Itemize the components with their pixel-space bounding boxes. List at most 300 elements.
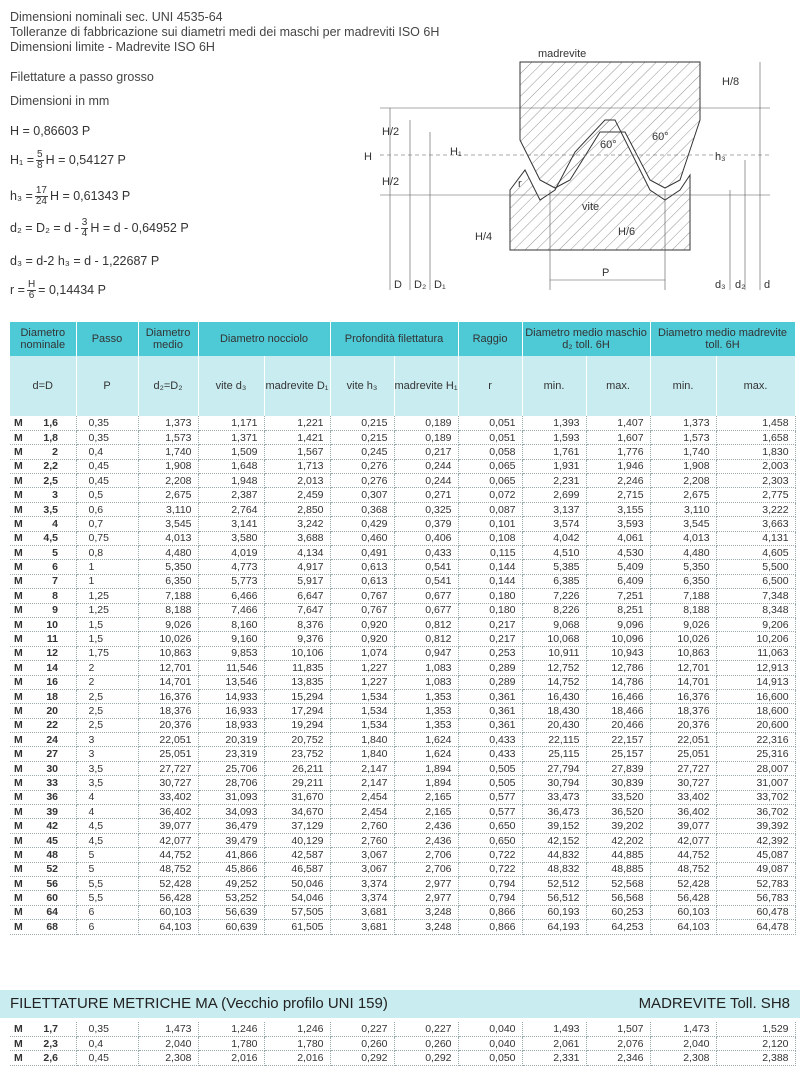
- table-cell: 4,131: [716, 531, 795, 545]
- table-cell: 0,45: [76, 459, 138, 473]
- table-cell: 1,948: [198, 474, 264, 488]
- table-cell: 64,103: [138, 920, 198, 934]
- table-row: [10, 733, 795, 747]
- table-cell: 1,624: [394, 733, 458, 747]
- subtitle-thread-type: Filettature a passo grosso: [10, 70, 154, 84]
- table-cell: 5,350: [650, 560, 716, 574]
- table-cell: 33,702: [716, 790, 795, 804]
- table-cell: 2,076: [586, 1036, 650, 1050]
- table-cell: 23,319: [198, 747, 264, 761]
- table-cell: 0,051: [458, 416, 522, 430]
- table-cell: 27,839: [586, 761, 650, 775]
- table-cell: 34,093: [198, 805, 264, 819]
- table-cell: 1,473: [138, 1022, 198, 1036]
- table-cell: 2,5: [76, 704, 138, 718]
- table-cell: 3,067: [330, 862, 394, 876]
- table-cell: 10,863: [650, 646, 716, 660]
- table-row: [10, 1036, 795, 1050]
- table-cell: 8,226: [522, 603, 586, 617]
- table-cell: 14,933: [198, 689, 264, 703]
- table-cell: 56,568: [586, 891, 650, 905]
- table-cell: 10,026: [138, 632, 198, 646]
- table-cell: 22,051: [138, 733, 198, 747]
- cell-size: 52: [46, 863, 58, 876]
- table-cell: 1,353: [394, 704, 458, 718]
- table-cell: 56,428: [650, 891, 716, 905]
- cell-nominal: [10, 833, 76, 847]
- table-cell: 64,103: [650, 920, 716, 934]
- cell-prefix: M: [14, 575, 23, 588]
- table-row: [10, 574, 795, 588]
- table-cell: 2,016: [264, 1051, 330, 1065]
- table-cell: 6,466: [198, 589, 264, 603]
- table-cell: 4,510: [522, 546, 586, 560]
- table-cell: 36,520: [586, 805, 650, 819]
- table-cell: 2,147: [330, 761, 394, 775]
- table-cell: 10,096: [586, 632, 650, 646]
- ma-thread-table: [10, 1022, 796, 1066]
- table-cell: 1,25: [76, 589, 138, 603]
- table-row: [10, 589, 795, 603]
- table-cell: 0,040: [458, 1022, 522, 1036]
- table-cell: 39,392: [716, 819, 795, 833]
- cell-prefix: M: [14, 589, 23, 602]
- table-cell: 12,752: [522, 661, 586, 675]
- table-cell: 1,931: [522, 459, 586, 473]
- table-cell: 1,534: [330, 689, 394, 703]
- table-cell: 0,4: [76, 1036, 138, 1050]
- table-cell: 60,253: [586, 905, 650, 919]
- table-cell: 0,361: [458, 704, 522, 718]
- thread-profile-diagram: [350, 40, 790, 300]
- table-cell: 0,065: [458, 459, 522, 473]
- label-d2: d₂: [735, 279, 746, 291]
- table-cell: 8,348: [716, 603, 795, 617]
- table-cell: 1: [76, 574, 138, 588]
- label-d: d: [764, 279, 771, 291]
- cell-nominal: [10, 502, 76, 516]
- table-cell: 7,188: [650, 589, 716, 603]
- label-H2-lower: H/2: [382, 176, 400, 188]
- table-row: [10, 862, 795, 876]
- cell-prefix: M: [14, 503, 23, 516]
- cell-prefix: M: [14, 863, 23, 876]
- table-cell: 5,773: [198, 574, 264, 588]
- cell-nominal: [10, 733, 76, 747]
- table-cell: 5,5: [76, 877, 138, 891]
- table-cell: 14,752: [522, 675, 586, 689]
- cell-prefix: M: [14, 489, 23, 502]
- cell-nominal: [10, 1036, 76, 1050]
- formula-h3-fraction: [35, 186, 48, 207]
- table-cell: 0,613: [330, 574, 394, 588]
- table-cell: 0,289: [458, 675, 522, 689]
- table-cell: 2,308: [650, 1051, 716, 1065]
- cell-nominal: [10, 848, 76, 862]
- table-cell: 0,292: [394, 1051, 458, 1065]
- table-cell: 22,115: [522, 733, 586, 747]
- label-D1: D₁: [434, 279, 446, 291]
- table-cell: 1,227: [330, 661, 394, 675]
- cell-size: 2,6: [43, 1051, 58, 1064]
- formula-r-rhs: = 0,14434 P: [38, 282, 106, 297]
- table-cell: 39,077: [138, 819, 198, 833]
- cell-size: 8: [52, 589, 58, 602]
- table-cell: 5,385: [522, 560, 586, 574]
- subcol-nut-min: min.: [650, 356, 716, 416]
- table-cell: 1,371: [198, 430, 264, 444]
- table-row: [10, 459, 795, 473]
- table-cell: 0,072: [458, 488, 522, 502]
- table-header-row-2: [10, 356, 795, 416]
- table-cell: 1,840: [330, 747, 394, 761]
- cell-prefix: M: [14, 820, 23, 833]
- cell-size: 4: [52, 517, 58, 530]
- cell-nominal: [10, 1022, 76, 1036]
- cell-nominal: [10, 488, 76, 502]
- table-cell: 52,568: [586, 877, 650, 891]
- cell-prefix: M: [14, 1022, 23, 1035]
- table-row: [10, 761, 795, 775]
- table-cell: 3,688: [264, 531, 330, 545]
- table-cell: 22,316: [716, 733, 795, 747]
- cell-prefix: M: [14, 460, 23, 473]
- table-cell: 3,681: [330, 920, 394, 934]
- table-cell: 6,350: [650, 574, 716, 588]
- table-cell: 40,129: [264, 833, 330, 847]
- table-cell: 0,406: [394, 531, 458, 545]
- table-cell: 2,454: [330, 790, 394, 804]
- table-cell: 1,908: [138, 459, 198, 473]
- table-row: [10, 877, 795, 891]
- cell-nominal: [10, 603, 76, 617]
- table-cell: 9,068: [522, 617, 586, 631]
- table-cell: 0,189: [394, 430, 458, 444]
- table-cell: 4,042: [522, 531, 586, 545]
- ma-section-tolerance: MADREVITE Toll. SH8: [638, 995, 790, 1012]
- table-cell: 0,5: [76, 488, 138, 502]
- table-row: [10, 646, 795, 660]
- table-cell: 2,699: [522, 488, 586, 502]
- table-cell: 45,087: [716, 848, 795, 862]
- table-cell: 11,546: [198, 661, 264, 675]
- table-cell: 18,600: [716, 704, 795, 718]
- table-cell: 42,587: [264, 848, 330, 862]
- table-cell: 52,783: [716, 877, 795, 891]
- col-core-diameter: Diametro nocciolo: [198, 322, 330, 356]
- cell-prefix: M: [14, 474, 23, 487]
- table-cell: 56,783: [716, 891, 795, 905]
- cell-size: 6: [52, 561, 58, 574]
- table-cell: 0,650: [458, 819, 522, 833]
- table-cell: 0,051: [458, 430, 522, 444]
- table-cell: 44,752: [138, 848, 198, 862]
- table-cell: 56,428: [138, 891, 198, 905]
- table-cell: 1,507: [586, 1022, 650, 1036]
- subcol-tap-max: max.: [586, 356, 650, 416]
- table-row: [10, 790, 795, 804]
- table-cell: 3,574: [522, 517, 586, 531]
- table-cell: 1,648: [198, 459, 264, 473]
- formula-H1-den: 8: [37, 160, 43, 171]
- cell-nominal: [10, 589, 76, 603]
- table-cell: 20,466: [586, 718, 650, 732]
- table-cell: 31,670: [264, 790, 330, 804]
- table-cell: 8,188: [650, 603, 716, 617]
- table-cell: 4: [76, 790, 138, 804]
- table-cell: 1,227: [330, 675, 394, 689]
- table-cell: 60,639: [198, 920, 264, 934]
- table-cell: 3,545: [650, 517, 716, 531]
- table-cell: 2,977: [394, 877, 458, 891]
- table-cell: 0,260: [394, 1036, 458, 1050]
- table-cell: 1,407: [586, 416, 650, 430]
- table-row: [10, 819, 795, 833]
- cell-prefix: M: [14, 532, 23, 545]
- table-cell: 2,715: [586, 488, 650, 502]
- cell-nominal: [10, 617, 76, 631]
- table-cell: 0,6: [76, 502, 138, 516]
- table-cell: 1,776: [586, 445, 650, 459]
- table-cell: 57,505: [264, 905, 330, 919]
- table-cell: 0,065: [458, 474, 522, 488]
- cell-nominal: [10, 891, 76, 905]
- table-cell: 9,026: [650, 617, 716, 631]
- cell-nominal: [10, 459, 76, 473]
- table-cell: 0,35: [76, 1022, 138, 1036]
- table-cell: 0,050: [458, 1051, 522, 1065]
- label-h3: h₃: [715, 151, 726, 163]
- table-cell: 25,115: [522, 747, 586, 761]
- table-cell: 33,520: [586, 790, 650, 804]
- table-row: [10, 718, 795, 732]
- table-cell: 2: [76, 675, 138, 689]
- table-cell: 48,832: [522, 862, 586, 876]
- table-row: [10, 905, 795, 919]
- table-cell: 10,863: [138, 646, 198, 660]
- table-row: [10, 704, 795, 718]
- table-cell: 0,722: [458, 862, 522, 876]
- table-cell: 37,129: [264, 819, 330, 833]
- table-cell: 2,388: [716, 1051, 795, 1065]
- table-cell: 39,077: [650, 819, 716, 833]
- table-cell: 2,040: [650, 1036, 716, 1050]
- table-cell: 30,839: [586, 776, 650, 790]
- table-cell: 39,152: [522, 819, 586, 833]
- table-cell: 0,812: [394, 632, 458, 646]
- table-cell: 2,775: [716, 488, 795, 502]
- table-cell: 10,206: [716, 632, 795, 646]
- table-cell: 1,421: [264, 430, 330, 444]
- table-cell: 56,512: [522, 891, 586, 905]
- cell-nominal: [10, 661, 76, 675]
- table-cell: 13,835: [264, 675, 330, 689]
- table-cell: 34,670: [264, 805, 330, 819]
- cell-size: 16: [46, 676, 58, 689]
- table-cell: 60,103: [138, 905, 198, 919]
- col-pitch: Passo: [76, 322, 138, 356]
- table-cell: 2,003: [716, 459, 795, 473]
- table-cell: 45,866: [198, 862, 264, 876]
- table-cell: 2,013: [264, 474, 330, 488]
- table-cell: 0,260: [330, 1036, 394, 1050]
- table-cell: 42,077: [650, 833, 716, 847]
- table-cell: 0,040: [458, 1036, 522, 1050]
- table-cell: 60,193: [522, 905, 586, 919]
- table-cell: 2,016: [198, 1051, 264, 1065]
- table-row: [10, 805, 795, 819]
- table-cell: 56,639: [198, 905, 264, 919]
- table-cell: 42,152: [522, 833, 586, 847]
- table-cell: 14,913: [716, 675, 795, 689]
- cell-prefix: M: [14, 834, 23, 847]
- table-cell: 12,701: [138, 661, 198, 675]
- table-cell: 42,077: [138, 833, 198, 847]
- table-cell: 39,202: [586, 819, 650, 833]
- table-cell: 20,430: [522, 718, 586, 732]
- table-cell: 2,303: [716, 474, 795, 488]
- table-cell: 1,567: [264, 445, 330, 459]
- table-cell: 0,577: [458, 790, 522, 804]
- cell-nominal: [10, 445, 76, 459]
- table-cell: 4,5: [76, 819, 138, 833]
- table-cell: 0,217: [394, 445, 458, 459]
- table-cell: 25,706: [198, 761, 264, 775]
- table-cell: 30,727: [138, 776, 198, 790]
- table-cell: 4,019: [198, 546, 264, 560]
- label-H4: H/4: [475, 231, 493, 243]
- table-cell: 8,376: [264, 617, 330, 631]
- table-cell: 48,752: [650, 862, 716, 876]
- table-cell: 1,493: [522, 1022, 586, 1036]
- table-cell: 6,350: [138, 574, 198, 588]
- table-cell: 3,248: [394, 905, 458, 919]
- subcol-tap-min: min.: [522, 356, 586, 416]
- header-line3: Dimensioni limite - Madrevite ISO 6H: [10, 40, 215, 54]
- table-cell: 2,706: [394, 848, 458, 862]
- table-cell: 42,392: [716, 833, 795, 847]
- cell-nominal: [10, 574, 76, 588]
- cell-nominal: [10, 905, 76, 919]
- table-cell: 4,5: [76, 833, 138, 847]
- table-cell: 25,051: [650, 747, 716, 761]
- table-cell: 1,246: [264, 1022, 330, 1036]
- cell-prefix: M: [14, 791, 23, 804]
- cell-prefix: M: [14, 805, 23, 818]
- table-cell: 64,253: [586, 920, 650, 934]
- cell-nominal: [10, 776, 76, 790]
- table-cell: 1,509: [198, 445, 264, 459]
- table-cell: 0,108: [458, 531, 522, 545]
- subcol-madrevite-H1: madrevite H₁: [394, 356, 458, 416]
- cell-nominal: [10, 517, 76, 531]
- table-row: [10, 531, 795, 545]
- formula-H1-num: 5: [37, 149, 43, 160]
- table-cell: 0,244: [394, 474, 458, 488]
- table-cell: 33,402: [650, 790, 716, 804]
- table-cell: 18,430: [522, 704, 586, 718]
- table-cell: 6: [76, 905, 138, 919]
- table-cell: 0,058: [458, 445, 522, 459]
- cell-prefix: M: [14, 517, 23, 530]
- table-row: [10, 488, 795, 502]
- table-cell: 11,835: [264, 661, 330, 675]
- subcol-d2D2: d₂=D₂: [138, 356, 198, 416]
- table-cell: 1,529: [716, 1022, 795, 1036]
- subcol-dD: d=D: [10, 356, 76, 416]
- table-cell: 14,701: [138, 675, 198, 689]
- label-D2: D₂: [414, 279, 427, 291]
- table-cell: 1,25: [76, 603, 138, 617]
- table-cell: 3,593: [586, 517, 650, 531]
- cell-size: 56: [46, 877, 58, 890]
- col-nut-mean-diameter: Diametro medio madrevite toll. 6H: [650, 322, 795, 356]
- cell-nominal: [10, 430, 76, 444]
- formula-h3: [10, 186, 130, 207]
- table-cell: 39,479: [198, 833, 264, 847]
- table-cell: 54,046: [264, 891, 330, 905]
- table-row: [10, 891, 795, 905]
- table-cell: 11,063: [716, 646, 795, 660]
- table-cell: 2,977: [394, 891, 458, 905]
- table-cell: 1,353: [394, 718, 458, 732]
- table-cell: 3: [76, 733, 138, 747]
- table-cell: 0,794: [458, 891, 522, 905]
- table-row: [10, 833, 795, 847]
- table-cell: 0,276: [330, 459, 394, 473]
- cell-size: 68: [46, 920, 58, 933]
- formula-H1-rhs: H = 0,54127 P: [45, 152, 126, 167]
- table-cell: 27,794: [522, 761, 586, 775]
- cell-prefix: M: [14, 906, 23, 919]
- table-cell: 3,141: [198, 517, 264, 531]
- table-row: [10, 848, 795, 862]
- table-cell: 2,120: [716, 1036, 795, 1050]
- formula-d2-lhs: d₂ = D₂ = d -: [10, 220, 79, 235]
- cell-nominal: [10, 805, 76, 819]
- table-row: [10, 632, 795, 646]
- cell-size: 1,6: [43, 416, 58, 429]
- table-cell: 19,294: [264, 718, 330, 732]
- table-cell: 31,093: [198, 790, 264, 804]
- table-cell: 0,379: [394, 517, 458, 531]
- table-cell: 3,242: [264, 517, 330, 531]
- table-cell: 0,613: [330, 560, 394, 574]
- table-cell: 0,866: [458, 905, 522, 919]
- table-cell: 0,244: [394, 459, 458, 473]
- table-cell: 5: [76, 862, 138, 876]
- table-cell: 2,5: [76, 689, 138, 703]
- table-cell: 3,5: [76, 776, 138, 790]
- table-cell: 1,221: [264, 416, 330, 430]
- table-row: [10, 661, 795, 675]
- formula-r-den: 6: [28, 290, 35, 301]
- header-line1: Dimensioni nominali sec. UNI 4535-64: [10, 10, 223, 24]
- col-mean-diameter: Diametro medio: [138, 322, 198, 356]
- table-cell: 30,727: [650, 776, 716, 790]
- table-cell: 0,276: [330, 474, 394, 488]
- table-cell: 2,165: [394, 805, 458, 819]
- cell-prefix: M: [14, 647, 23, 660]
- table-cell: 0,292: [330, 1051, 394, 1065]
- table-cell: 2,387: [198, 488, 264, 502]
- table-cell: 10,943: [586, 646, 650, 660]
- cell-size: 22: [46, 719, 58, 732]
- cell-nominal: [10, 474, 76, 488]
- table-cell: 64,193: [522, 920, 586, 934]
- table-cell: 3,580: [198, 531, 264, 545]
- label-H: H: [364, 151, 372, 163]
